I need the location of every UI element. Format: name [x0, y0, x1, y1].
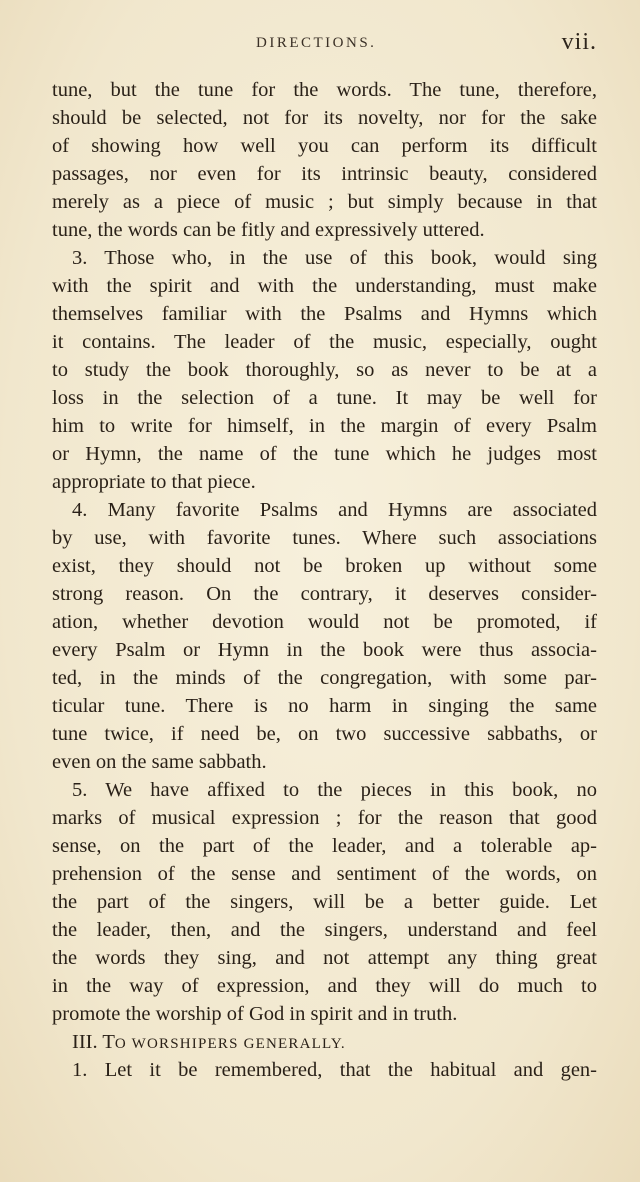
- running-head: DIRECTIONS.: [256, 35, 377, 51]
- section-title: O WORSHIPERS GENERALLY.: [114, 1036, 346, 1052]
- text-line: or Hymn, the name of the tune which he judges most: [52, 443, 597, 465]
- text-line: sense, on the part of the leader, and a tolerable ap-: [52, 835, 597, 857]
- text-line: by use, with favorite tunes. Where such associations: [52, 527, 597, 549]
- text-line: every Psalm or Hymn in the book were thus associa-: [52, 639, 597, 661]
- text-line: it contains. The leader of the music, especially, ought: [52, 331, 597, 353]
- text-line: the words they sing, and not attempt any thing great: [52, 947, 597, 969]
- page-number: vii.: [561, 29, 597, 55]
- text-line: ticular tune. There is no harm in singing the same: [52, 695, 597, 717]
- text-line: of showing how well you can perform its difficult: [52, 135, 597, 157]
- text-line: ted, in the minds of the congregation, with some par-: [52, 667, 597, 689]
- page-header: [52, 29, 597, 59]
- text-line: should be selected, not for its novelty, nor for the sake: [52, 107, 597, 129]
- text-line: in the way of expression, and they will do much to: [52, 975, 597, 997]
- text-line: even on the same sabbath.: [52, 751, 267, 773]
- text-line: prehension of the sense and sentiment of the words, on: [52, 863, 597, 885]
- text-line: to study the book thoroughly, so as never to be at a: [52, 359, 597, 381]
- body-text: [52, 76, 597, 1084]
- paragraph-5-start: 5. We have affixed to the pieces in this book, no: [72, 779, 597, 801]
- paragraph-4-start: 4. Many favorite Psalms and Hymns are associated: [72, 499, 597, 521]
- text-line: with the spirit and with the understanding, must make: [52, 275, 597, 297]
- text-line: marks of musical expression ; for the reason that good: [52, 807, 597, 829]
- text-line: exist, they should not be broken up without some: [52, 555, 597, 577]
- text-line: the part of the singers, will be a better guide. Let: [52, 891, 597, 913]
- text-line: him to write for himself, in the margin of every Psalm: [52, 415, 597, 437]
- text-line: strong reason. On the contrary, it deserves consider-: [52, 583, 597, 605]
- text-line: appropriate to that piece.: [52, 471, 256, 493]
- section-heading: [52, 1028, 597, 1056]
- text-line: tune twice, if need be, on two successive sabbaths, or: [52, 723, 597, 745]
- text-line: passages, nor even for its intrinsic beauty, considered: [52, 163, 597, 185]
- text-line: tune, but the tune for the words. The tune, therefore,: [52, 79, 597, 101]
- text-line: the leader, then, and the singers, understand and feel: [52, 919, 597, 941]
- section-numeral: III.: [72, 1031, 98, 1053]
- text-line: themselves familiar with the Psalms and Hymns which: [52, 303, 597, 325]
- text-line: promote the worship of God in spirit and in truth.: [52, 1003, 458, 1025]
- text-line: merely as a piece of music ; but simply because in that: [52, 191, 597, 213]
- paragraph-1-start: 1. Let it be remembered, that the habitual and gen-: [72, 1059, 597, 1081]
- paragraph-3-start: 3. Those who, in the use of this book, would sing: [72, 247, 597, 269]
- section-initial: T: [102, 1031, 115, 1053]
- text-line: tune, the words can be fitly and expressively uttered.: [52, 219, 485, 241]
- text-line: ation, whether devotion would not be promoted, if: [52, 611, 597, 633]
- text-line: loss in the selection of a tune. It may be well for: [52, 387, 597, 409]
